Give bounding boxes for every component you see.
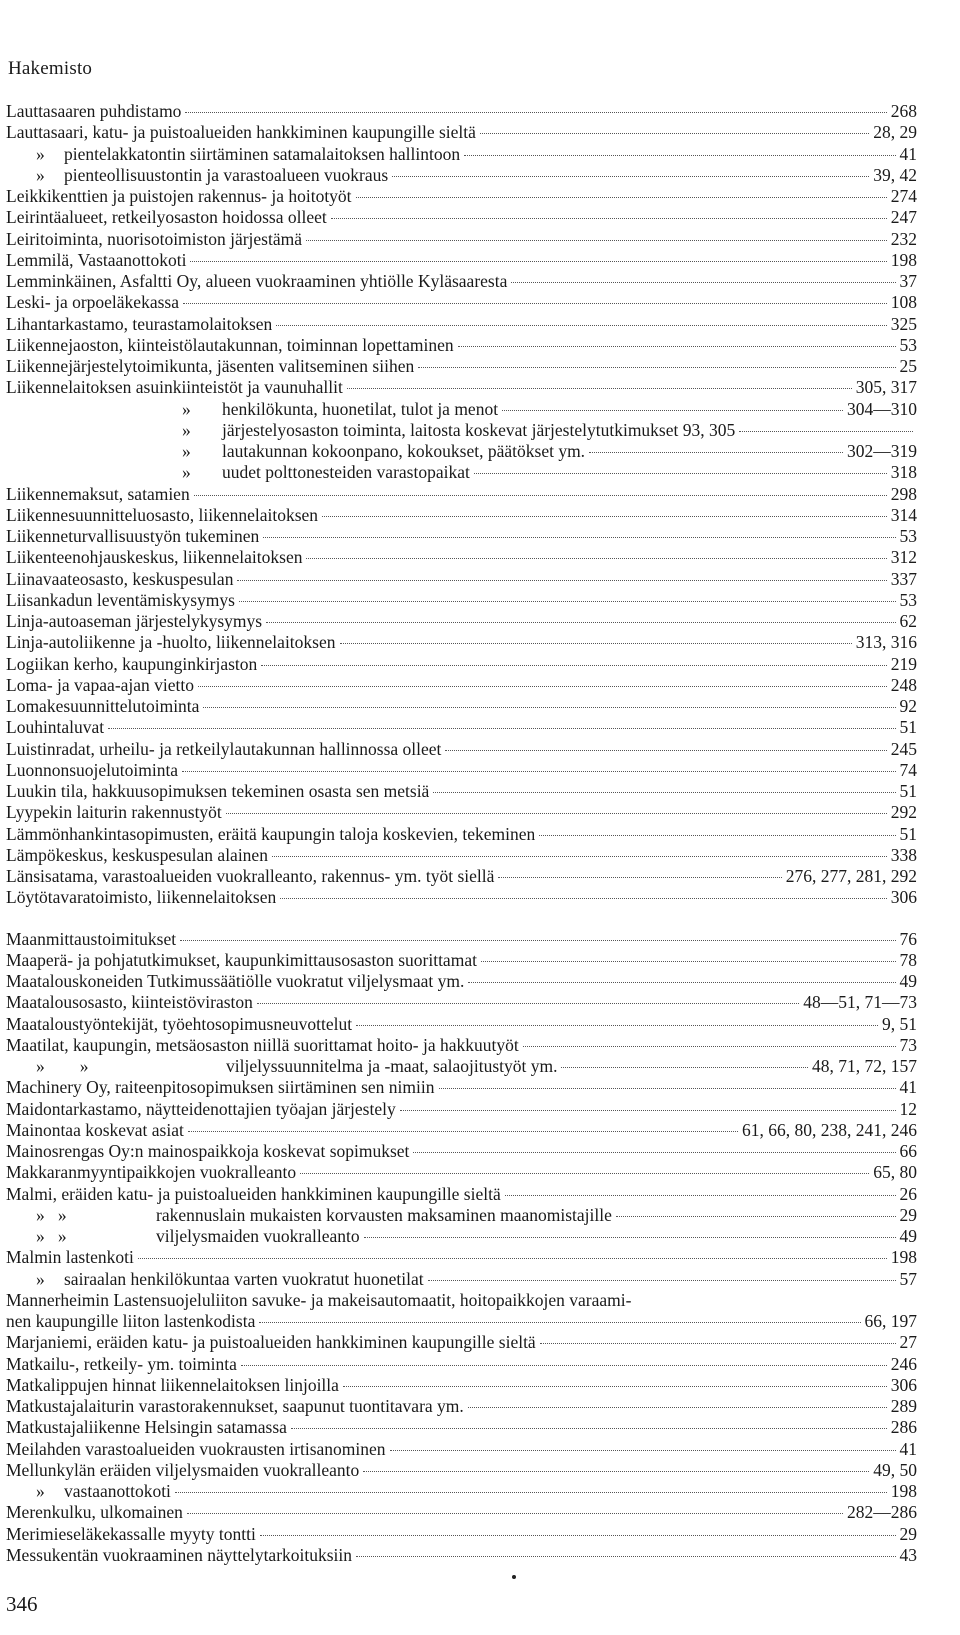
entry-text: Liikennesuunnitteluosasto, liikennelaitoksen	[6, 504, 319, 525]
index-entry	[6, 1396, 917, 1417]
entry-pages: 76	[899, 928, 917, 949]
entry-text: Luukin tila, hakkuusopimuksen tekeminen osasta sen metsiä	[6, 781, 430, 801]
dot-leader	[331, 218, 887, 219]
dot-leader	[413, 1152, 895, 1153]
index-entry	[6, 866, 917, 887]
dot-leader	[263, 537, 895, 538]
dot-leader	[259, 1322, 860, 1323]
dot-leader	[505, 1195, 896, 1196]
dot-leader	[468, 982, 895, 983]
index-entry	[6, 950, 917, 971]
index-entry	[6, 356, 917, 377]
entry-text: Maatilat, kaupungin, metsäosaston niillä suorittamat hoito- ja hakkuutyöt	[6, 1034, 519, 1055]
index-entry	[6, 654, 917, 675]
entry-text: Liikennemaksut, satamien	[6, 483, 190, 504]
index-entry	[6, 611, 917, 632]
index-entry	[6, 1290, 917, 1311]
entry-pages: 318	[890, 462, 917, 483]
entry-text: Makkaranmyyntipaikkojen vuokralleanto	[6, 1162, 297, 1183]
index-entry	[6, 1141, 917, 1162]
entry-pages: 48, 71, 72, 157	[812, 1056, 917, 1076]
dot-leader	[589, 452, 843, 453]
dot-leader	[190, 261, 886, 262]
entry-text: pientelakkatontin siirtäminen satamalaitoksen hallintoon	[64, 143, 461, 164]
index-entry	[6, 1120, 917, 1141]
dot-leader	[175, 1492, 887, 1493]
index-entry	[6, 1460, 917, 1481]
entry-text: Liikenteenohjauskeskus, liikennelaitoksen	[6, 547, 303, 568]
entry-pages: 53	[899, 334, 917, 355]
entry-text: Maataloustyöntekijät, työehtosopimusneuvottelut	[6, 1013, 353, 1034]
dot-leader	[433, 792, 895, 793]
ditto-mark: »	[36, 143, 45, 164]
index-entry	[6, 1077, 917, 1098]
entry-text: uudet polttonesteiden varastopaikat	[222, 462, 470, 483]
dot-leader	[180, 940, 895, 941]
entry-text: vastaanottokoti	[64, 1481, 171, 1501]
entry-pages: 49	[899, 971, 917, 991]
entry-text: viljelyssuunnitelma ja -maat, salaojitustyöt ym.	[226, 1056, 558, 1076]
dot-leader	[343, 1386, 887, 1387]
entry-text: Maatalousosasto, kiinteistöviraston	[6, 992, 253, 1013]
entry-pages: 29	[899, 1204, 917, 1225]
entry-pages: 274	[890, 186, 917, 206]
index-entry	[6, 101, 917, 122]
entry-text: Maatalouskoneiden Tutkimussäätiölle vuokratut viljelysmaat ym.	[6, 971, 465, 991]
dot-leader	[241, 1365, 887, 1366]
entry-text: Maanmittaustoimitukset	[6, 928, 177, 949]
entry-pages: 338	[890, 844, 917, 865]
entry-text: Mannerheimin Lastensuojeluliiton savuke- ja makeisautomaatit, hoitopaikkojen varaami-	[6, 1289, 632, 1310]
index-entry	[6, 292, 917, 313]
entry-pages: 198	[890, 1481, 917, 1501]
index-entry	[6, 845, 917, 866]
dot-leader	[356, 1556, 895, 1557]
entry-pages: 12	[899, 1098, 917, 1119]
entry-text: Matkustajaliikenne Helsingin satamassa	[6, 1417, 287, 1438]
entry-text: Leski- ja orpoeläkekassa	[6, 292, 179, 313]
entry-pages: 232	[890, 228, 917, 249]
entry-text: Lemmilä, Vastaanottokoti	[6, 249, 187, 270]
dot-leader	[306, 558, 886, 559]
entry-pages: 286	[890, 1417, 917, 1438]
index-entry	[6, 675, 917, 696]
index-entry	[6, 1247, 917, 1268]
index-entry	[6, 144, 917, 165]
index-entry	[6, 271, 917, 292]
dot-leader	[322, 516, 887, 517]
entry-text: Lauttasaari, katu- ja puistoalueiden hankkiminen kaupungille sieltä	[6, 122, 476, 143]
entry-pages: 26	[899, 1183, 917, 1204]
index-entry	[6, 377, 917, 398]
entry-text: Lemminkäinen, Asfaltti Oy, alueen vuokraaminen yhtiölle Kyläsaaresta	[6, 271, 508, 291]
dot-leader	[364, 1237, 896, 1238]
entry-pages: 51	[899, 781, 917, 801]
index-entry	[6, 462, 917, 483]
dot-leader	[300, 1173, 869, 1174]
index-entry	[6, 1184, 917, 1205]
entry-text: Merimieseläkekassalle myyty tontti	[6, 1523, 256, 1544]
index-entry	[6, 229, 917, 250]
index-entry	[6, 802, 917, 823]
dot-leader	[276, 325, 886, 326]
entry-text: Löytötavaratoimisto, liikennelaitoksen	[6, 887, 277, 908]
entry-pages: 29	[899, 1523, 917, 1544]
index-entry	[6, 696, 917, 717]
entry-pages: 49, 50	[873, 1459, 917, 1480]
entry-text: Maaperä- ja pohjatutkimukset, kaupunkimittausosaston suorittamat	[6, 949, 477, 970]
entry-pages: 276, 277, 281, 292	[785, 866, 917, 886]
dot-leader	[182, 771, 895, 772]
entry-pages: 198	[890, 249, 917, 270]
entry-pages: 246	[890, 1353, 917, 1374]
dot-leader	[198, 686, 887, 687]
entry-pages: 247	[890, 207, 917, 228]
dot-leader	[108, 728, 895, 729]
index-entry	[6, 547, 917, 568]
dot-leader	[390, 1450, 896, 1451]
entry-pages: 41	[899, 1077, 917, 1098]
entry-text: Lihantarkastamo, teurastamolaitoksen	[6, 313, 273, 334]
ditto-mark: »	[182, 398, 191, 419]
index-entry	[6, 824, 917, 845]
entry-text: Malmin lastenkoti	[6, 1247, 134, 1268]
entry-text: Merenkulku, ulkomainen	[6, 1502, 183, 1523]
index-entry	[6, 739, 917, 760]
index-entry	[6, 1056, 917, 1077]
entry-pages: 306	[890, 1374, 917, 1395]
index-entry	[6, 971, 917, 992]
page-title: Hakemisto	[8, 58, 93, 79]
index-entry	[6, 929, 917, 950]
entry-pages: 41	[899, 143, 917, 164]
entry-pages: 37	[899, 271, 917, 291]
print-speck	[512, 1575, 516, 1579]
index-entry	[6, 1162, 917, 1183]
entry-pages: 313, 316	[855, 632, 917, 653]
dot-leader	[468, 1407, 887, 1408]
index-entry	[6, 1332, 917, 1353]
entry-text: henkilökunta, huonetilat, tulot ja menot	[222, 398, 499, 419]
index-entry	[6, 441, 917, 462]
index-entry	[6, 314, 917, 335]
index-entry	[6, 1502, 917, 1523]
index-entry	[6, 165, 917, 186]
entry-pages: 9, 51	[882, 1013, 917, 1034]
entry-text: Malmi, eräiden katu- ja puistoalueiden hankkiminen kaupungille sieltä	[6, 1183, 501, 1204]
entry-text: Liikenneturvallisuustyön tukeminen	[6, 526, 260, 546]
index-entry	[6, 186, 917, 207]
entry-text: Lyypekin laiturin rakennustyöt	[6, 802, 222, 823]
entry-text: Leiritoiminta, nuorisotoimiston järjestämä	[6, 228, 302, 249]
dot-leader	[502, 410, 843, 411]
entry-pages: 198	[890, 1247, 917, 1268]
index-entry	[6, 1226, 917, 1247]
entry-pages: 304—310	[847, 398, 917, 419]
entry-text: Liikennejärjestelytoimikunta, jäsenten valitseminen siihen	[6, 356, 415, 376]
entry-text: Loma- ja vapaa-ajan vietto	[6, 674, 195, 695]
dot-leader	[306, 240, 887, 241]
dot-leader	[260, 1535, 896, 1536]
entry-pages: 289	[890, 1396, 917, 1416]
dot-leader	[400, 1110, 896, 1111]
dot-leader	[481, 961, 896, 962]
entry-pages: 61, 66, 80, 238, 241, 246	[742, 1119, 917, 1140]
entry-pages: 268	[890, 101, 917, 121]
ditto-mark: »	[182, 462, 191, 483]
index-entry	[6, 760, 917, 781]
index-entry	[6, 781, 917, 802]
entry-text: Linja-autoliikenne ja -huolto, liikennelaitoksen	[6, 632, 336, 653]
index-entry	[6, 1439, 917, 1460]
index-list	[6, 101, 917, 1566]
entry-pages: 248	[890, 674, 917, 695]
entry-text: rakennuslain mukaisten korvausten maksaminen maanomistajille	[156, 1204, 612, 1225]
index-entry	[6, 1481, 917, 1502]
index-entry	[6, 1205, 917, 1226]
dot-leader	[185, 112, 886, 113]
entry-pages: 74	[899, 759, 917, 780]
dot-leader	[291, 1428, 887, 1429]
dot-leader	[340, 643, 852, 644]
entry-text: Louhintaluvat	[6, 717, 105, 738]
entry-pages: 65, 80	[873, 1162, 917, 1183]
dot-leader	[363, 1471, 869, 1472]
index-entry	[6, 1269, 917, 1290]
entry-text: Matkustajalaiturin varastorakennukset, saapunut tuontitavara ym.	[6, 1396, 464, 1416]
dot-leader	[188, 1131, 738, 1132]
index-entry	[6, 1524, 917, 1545]
index-entry	[6, 1035, 917, 1056]
entry-text: järjestelyosaston toiminta, laitosta koskevat järjestelytutkimukset 93, 305	[222, 419, 736, 440]
dot-leader	[428, 1280, 896, 1281]
entry-text: Mellunkylän eräiden viljelysmaiden vuokralleanto	[6, 1459, 360, 1480]
entry-pages: 28, 29	[873, 122, 917, 143]
entry-text: Leirintäalueet, retkeilyosaston hoidossa olleet	[6, 207, 327, 228]
index-entry	[6, 399, 917, 420]
index-entry	[6, 250, 917, 271]
entry-text: lautakunnan kokoonpano, kokoukset, päätökset ym.	[222, 441, 586, 461]
entry-text: Messukentän vuokraaminen näyttelytarkoituksiin	[6, 1544, 353, 1565]
entry-text: sairaalan henkilökuntaa varten vuokratut huonetilat	[64, 1268, 424, 1289]
ditto-mark: »	[36, 164, 45, 185]
index-entry	[6, 590, 917, 611]
entry-text: Luonnonsuojelutoiminta	[6, 759, 179, 780]
dot-leader	[480, 133, 869, 134]
dot-leader	[239, 601, 896, 602]
dot-leader	[523, 1046, 896, 1047]
entry-pages: 53	[899, 526, 917, 546]
entry-text: Machinery Oy, raiteenpitosopimuksen siirtäminen sen nimiin	[6, 1077, 435, 1098]
entry-text: Marjaniemi, eräiden katu- ja puistoalueiden hankkiminen kaupungille sieltä	[6, 1332, 536, 1353]
dot-leader	[418, 367, 895, 368]
ditto-mark: » »	[36, 1204, 67, 1225]
index-entry	[6, 992, 917, 1013]
index-entry	[6, 1099, 917, 1120]
page-number: 346	[6, 1592, 38, 1616]
index-entry	[6, 484, 917, 505]
ditto-mark: »	[182, 441, 191, 461]
dot-leader	[266, 622, 895, 623]
entry-text: Lämmönhankintasopimusten, eräitä kaupungin taloja koskevien, tekeminen	[6, 823, 536, 844]
ditto-mark: » »	[36, 1056, 89, 1076]
index-entry	[6, 887, 917, 908]
entry-text: Lomakesuunnittelutoiminta	[6, 696, 200, 716]
entry-pages: 337	[890, 568, 917, 589]
entry-pages: 66, 197	[864, 1311, 917, 1331]
dot-leader	[187, 1513, 843, 1514]
entry-pages: 49	[899, 1226, 917, 1246]
section-gap	[6, 909, 917, 929]
entry-text: Logiikan kerho, kaupunginkirjaston	[6, 653, 258, 674]
entry-text: pienteollisuustontin ja varastoalueen vuokraus	[64, 164, 389, 185]
index-entry	[6, 1014, 917, 1035]
index-entry	[6, 717, 917, 738]
index-entry	[6, 1311, 917, 1332]
entry-text: Lauttasaaren puhdistamo	[6, 101, 182, 121]
dot-leader	[439, 1088, 896, 1089]
dot-leader	[356, 1025, 878, 1026]
entry-pages: 78	[899, 949, 917, 970]
entry-pages: 39, 42	[873, 164, 917, 185]
index-entry	[6, 335, 917, 356]
entry-pages: 41	[899, 1438, 917, 1459]
dot-leader	[616, 1216, 896, 1217]
entry-text: Matkailu-, retkeily- ym. toiminta	[6, 1353, 237, 1374]
dot-leader	[445, 750, 886, 751]
entry-text: Mainosrengas Oy:n mainospaikkoja koskevat sopimukset	[6, 1141, 410, 1161]
entry-pages: 282—286	[847, 1502, 917, 1523]
entry-text: Liinavaateosasto, keskuspesulan	[6, 568, 234, 589]
dot-leader	[540, 1343, 896, 1344]
index-entry	[6, 207, 917, 228]
dot-leader	[356, 197, 887, 198]
dot-leader	[203, 707, 895, 708]
entry-text: nen kaupungille liiton lastenkodista	[6, 1311, 256, 1331]
dot-leader	[280, 898, 887, 899]
dot-leader	[561, 1067, 808, 1068]
entry-pages: 48—51, 71—73	[803, 992, 917, 1013]
entry-text: Leikkikenttien ja puistojen rakennus- ja hoitotyöt	[6, 186, 352, 206]
index-entry	[6, 505, 917, 526]
entry-text: Maidontarkastamo, näytteidenottajien työajan järjestely	[6, 1098, 396, 1119]
dot-leader	[347, 388, 852, 389]
entry-pages: 305, 317	[855, 377, 917, 398]
index-entry	[6, 632, 917, 653]
entry-pages: 51	[899, 717, 917, 738]
dot-leader	[257, 1003, 799, 1004]
dot-leader	[194, 495, 887, 496]
ditto-mark: »	[182, 419, 191, 440]
dot-leader	[392, 176, 869, 177]
entry-pages: 62	[899, 611, 917, 631]
entry-text: Mainontaa koskevat asiat	[6, 1119, 184, 1140]
ditto-mark: » »	[36, 1226, 67, 1246]
entry-text: Meilahden varastoalueiden vuokrausten irtisanominen	[6, 1438, 386, 1459]
entry-text: Luistinradat, urheilu- ja retkeilylautakunnan hallinnossa olleet	[6, 738, 442, 759]
entry-pages: 73	[899, 1034, 917, 1055]
entry-text: viljelysmaiden vuokralleanto	[156, 1226, 360, 1246]
entry-pages: 292	[890, 802, 917, 823]
entry-text: Liisankadun leventämiskysymys	[6, 589, 235, 610]
entry-pages: 66	[899, 1141, 917, 1161]
dot-leader	[739, 431, 913, 432]
entry-pages: 53	[899, 589, 917, 610]
index-entry	[6, 1417, 917, 1438]
index-entry	[6, 1545, 917, 1566]
dot-leader	[511, 282, 895, 283]
entry-pages: 108	[890, 292, 917, 313]
entry-pages: 92	[899, 696, 917, 716]
entry-text: Matkalippujen hinnat liikennelaitoksen linjoilla	[6, 1374, 339, 1395]
entry-text: Liikennelaitoksen asuinkiinteistöt ja vaunuhallit	[6, 377, 343, 398]
entry-pages: 25	[899, 356, 917, 376]
entry-text: Linja-autoaseman järjestelykysymys	[6, 611, 263, 631]
entry-text: Liikennejaoston, kiinteistölautakunnan, toiminnan lopettaminen	[6, 334, 454, 355]
index-entry	[6, 1354, 917, 1375]
dot-leader	[498, 877, 781, 878]
dot-leader	[183, 303, 887, 304]
dot-leader	[138, 1258, 887, 1259]
entry-pages: 306	[890, 887, 917, 908]
entry-text: Lämpökeskus, keskuspesulan alainen	[6, 844, 268, 865]
index-entry	[6, 1375, 917, 1396]
entry-pages: 43	[899, 1544, 917, 1565]
entry-pages: 27	[899, 1332, 917, 1353]
entry-pages: 325	[890, 313, 917, 334]
index-entry	[6, 420, 917, 441]
entry-pages: 298	[890, 483, 917, 504]
index-entry	[6, 569, 917, 590]
index-entry	[6, 122, 917, 143]
dot-leader	[474, 473, 887, 474]
dot-leader	[226, 813, 887, 814]
dot-leader	[539, 835, 895, 836]
ditto-mark: »	[36, 1268, 45, 1289]
dot-leader	[464, 155, 895, 156]
entry-text: Länsisatama, varastoalueiden vuokralleanto, rakennus- ym. työt siellä	[6, 866, 495, 886]
dot-leader	[237, 580, 886, 581]
dot-leader	[272, 856, 887, 857]
entry-pages: 245	[890, 738, 917, 759]
entry-pages: 219	[890, 653, 917, 674]
ditto-mark: »	[36, 1481, 45, 1501]
index-entry	[6, 526, 917, 547]
entry-pages: 314	[890, 504, 917, 525]
entry-pages: 312	[890, 547, 917, 568]
entry-pages: 57	[899, 1268, 917, 1289]
entry-pages: 302—319	[847, 441, 917, 461]
entry-pages: 51	[899, 823, 917, 844]
dot-leader	[261, 665, 886, 666]
dot-leader	[458, 346, 896, 347]
